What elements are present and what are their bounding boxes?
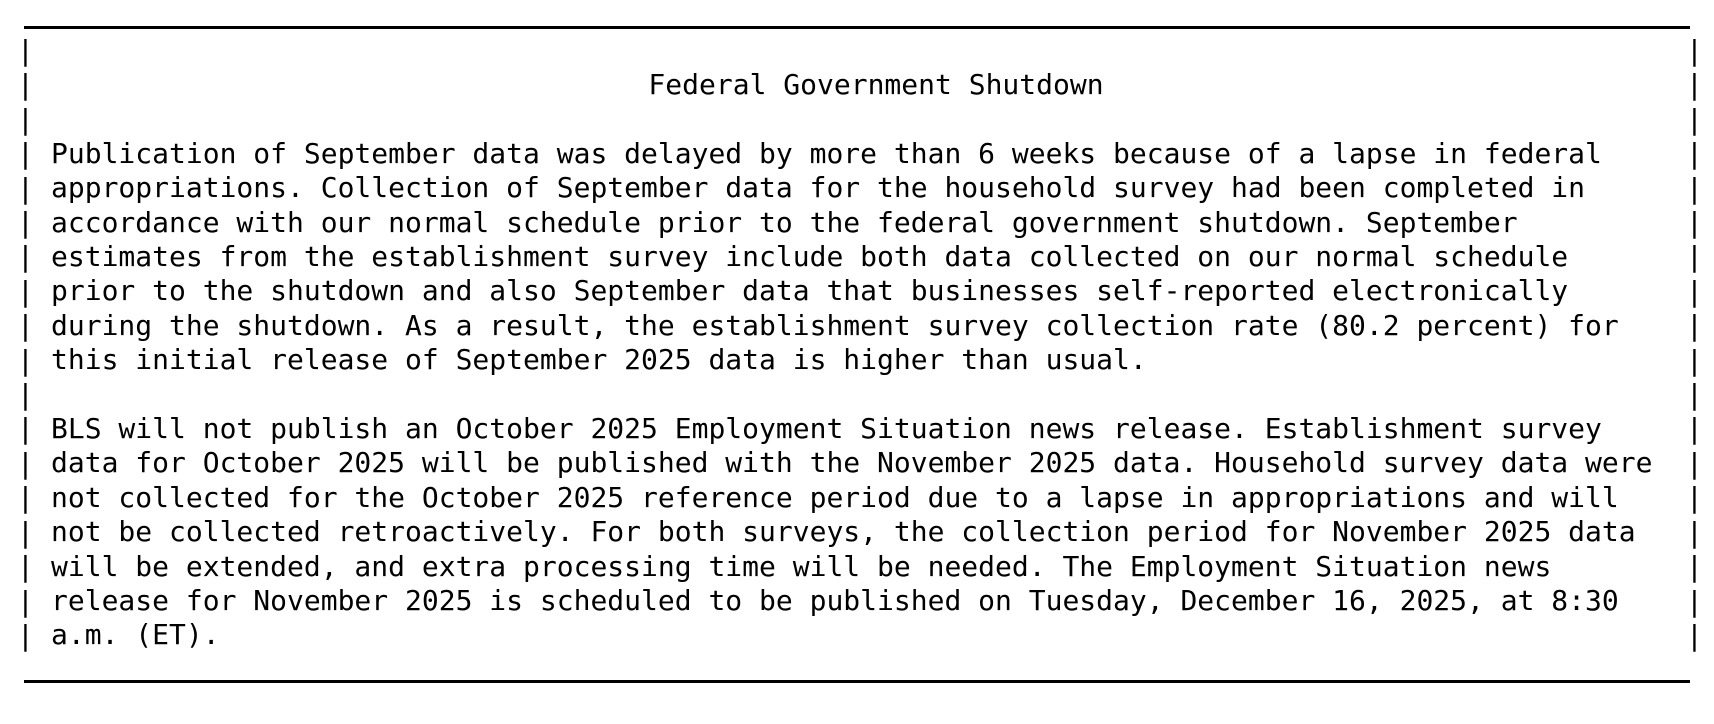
paragraph-line: prior to the shutdown and also September data that businesses self-reported electronically [51, 274, 1569, 308]
spacer [51, 378, 1691, 412]
paragraph-line: Publication of September data was delayed by more than 6 weeks because of a lapse in federal [51, 136, 1602, 170]
notice-title: Federal Government Shutdown [648, 68, 1104, 101]
paragraph-line: a.m. (ET). [51, 618, 220, 652]
paragraph-line: data for October 2025 will be published with the November 2025 data. Household survey data were [51, 446, 1653, 480]
notice-content [51, 68, 1691, 653]
paragraph-line: during the shutdown. As a result, the establishment survey collection rate (80.2 percent) for [51, 308, 1619, 342]
paragraph-line: BLS will not publish an October 2025 Employment Situation news release. Establishment survey [51, 412, 1602, 446]
bottom-border [24, 680, 1690, 683]
top-border [24, 26, 1690, 29]
paragraph-line: release for November 2025 is scheduled to be published on Tuesday, December 16, 2025, at 8:30 [51, 584, 1619, 618]
paragraph-line: appropriations. Collection of September data for the household survey had been completed in [51, 171, 1586, 205]
paragraph-line: will be extended, and extra processing time will be needed. The Employment Situation news [51, 549, 1552, 583]
paragraph-october-release [51, 412, 1691, 653]
paragraph-line: this initial release of September 2025 data is higher than usual. [51, 343, 1147, 377]
paragraph-delay-notice [51, 137, 1691, 378]
left-border: | | | | | | | | | | | | | | | | | | [17, 34, 34, 652]
paragraph-line: not collected for the October 2025 reference period due to a lapse in appropriations and will [51, 480, 1619, 514]
paragraph-line: accordance with our normal schedule prior to the federal government shutdown. September [51, 205, 1518, 239]
spacer [51, 102, 1691, 136]
right-border: | | | | | | | | | | | | | | | | | | [1686, 34, 1703, 652]
paragraph-line: not be collected retroactively. For both surveys, the collection period for November 2025 data [51, 515, 1636, 549]
paragraph-line: estimates from the establishment survey include both data collected on our normal schedule [51, 240, 1569, 274]
